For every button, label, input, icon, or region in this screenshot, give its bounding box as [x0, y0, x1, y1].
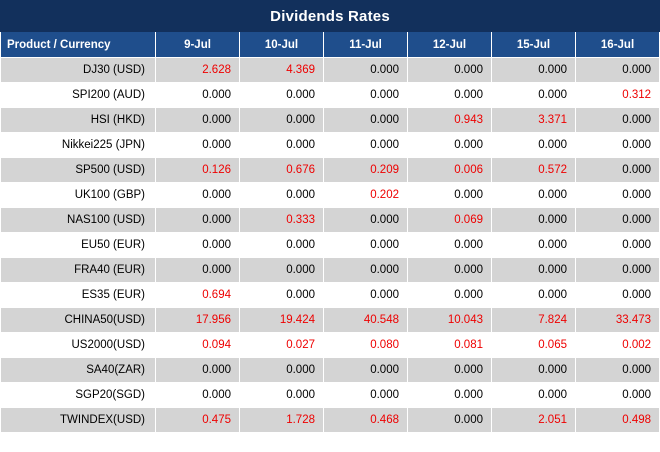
rate-cell: 0.498 — [576, 408, 660, 433]
column-header-date-5: 15-Jul — [492, 32, 576, 58]
product-label: CHINA50(USD) — [1, 308, 156, 333]
table-body — [1, 58, 660, 433]
rate-cell: 0.000 — [240, 233, 324, 258]
rate-cell: 3.371 — [492, 108, 576, 133]
product-label: ES35 (EUR) — [1, 283, 156, 308]
rate-cell: 0.000 — [408, 408, 492, 433]
column-header-date-6: 16-Jul — [576, 32, 660, 58]
rate-cell: 4.369 — [240, 58, 324, 83]
product-label: SA40(ZAR) — [1, 358, 156, 383]
table-row — [1, 408, 660, 433]
rate-cell: 0.000 — [576, 133, 660, 158]
table-row — [1, 133, 660, 158]
rate-cell: 0.000 — [156, 208, 240, 233]
table-header-row — [1, 32, 660, 58]
product-label: DJ30 (USD) — [1, 58, 156, 83]
rate-cell: 7.824 — [492, 308, 576, 333]
rate-cell: 0.000 — [324, 258, 408, 283]
product-label: HSI (HKD) — [1, 108, 156, 133]
rate-cell: 0.000 — [156, 133, 240, 158]
rate-cell: 0.000 — [240, 383, 324, 408]
product-label: US2000(USD) — [1, 333, 156, 358]
rate-cell: 0.000 — [492, 83, 576, 108]
product-label: EU50 (EUR) — [1, 233, 156, 258]
table-title-row — [1, 1, 660, 32]
rate-cell: 0.000 — [408, 83, 492, 108]
rate-cell: 0.000 — [492, 58, 576, 83]
table-row — [1, 108, 660, 133]
rate-cell: 0.006 — [408, 158, 492, 183]
rate-cell: 0.000 — [408, 383, 492, 408]
rate-cell: 0.065 — [492, 333, 576, 358]
rate-cell: 0.202 — [324, 183, 408, 208]
table-row — [1, 233, 660, 258]
rate-cell: 0.209 — [324, 158, 408, 183]
rate-cell: 0.000 — [576, 58, 660, 83]
rate-cell: 0.000 — [576, 233, 660, 258]
rate-cell: 0.312 — [576, 83, 660, 108]
table-row — [1, 358, 660, 383]
column-header-date-3: 11-Jul — [324, 32, 408, 58]
product-label: SGP20(SGD) — [1, 383, 156, 408]
rate-cell: 0.000 — [576, 183, 660, 208]
table-row — [1, 333, 660, 358]
rate-cell: 0.000 — [492, 208, 576, 233]
rate-cell: 0.069 — [408, 208, 492, 233]
rate-cell: 0.000 — [408, 258, 492, 283]
column-header-date-4: 12-Jul — [408, 32, 492, 58]
rate-cell: 0.000 — [492, 358, 576, 383]
rate-cell: 0.000 — [408, 58, 492, 83]
rate-cell: 0.000 — [324, 208, 408, 233]
product-label: FRA40 (EUR) — [1, 258, 156, 283]
rate-cell: 0.000 — [324, 133, 408, 158]
rate-cell: 0.000 — [408, 358, 492, 383]
rate-cell: 0.000 — [156, 383, 240, 408]
rate-cell: 0.000 — [576, 383, 660, 408]
rate-cell: 33.473 — [576, 308, 660, 333]
rate-cell: 1.728 — [240, 408, 324, 433]
rate-cell: 17.956 — [156, 308, 240, 333]
rate-cell: 0.000 — [240, 183, 324, 208]
rate-cell: 0.000 — [576, 283, 660, 308]
rate-cell: 0.000 — [324, 283, 408, 308]
rate-cell: 0.572 — [492, 158, 576, 183]
rate-cell: 0.000 — [240, 83, 324, 108]
rate-cell: 0.000 — [492, 133, 576, 158]
rate-cell: 0.000 — [240, 108, 324, 133]
rate-cell: 40.548 — [324, 308, 408, 333]
rate-cell: 0.000 — [324, 58, 408, 83]
rate-cell: 0.080 — [324, 333, 408, 358]
table-row — [1, 208, 660, 233]
rate-cell: 0.000 — [240, 258, 324, 283]
rate-cell: 0.000 — [324, 358, 408, 383]
table-row — [1, 58, 660, 83]
rate-cell: 0.000 — [240, 283, 324, 308]
rate-cell: 0.468 — [324, 408, 408, 433]
rate-cell: 0.126 — [156, 158, 240, 183]
rate-cell: 0.000 — [576, 358, 660, 383]
rate-cell: 0.000 — [576, 108, 660, 133]
rate-cell: 0.002 — [576, 333, 660, 358]
product-label: SP500 (USD) — [1, 158, 156, 183]
product-label: NAS100 (USD) — [1, 208, 156, 233]
table-row — [1, 308, 660, 333]
rate-cell: 0.000 — [156, 358, 240, 383]
rate-cell: 0.000 — [324, 233, 408, 258]
column-header-date-2: 10-Jul — [240, 32, 324, 58]
rate-cell: 0.094 — [156, 333, 240, 358]
rate-cell: 0.000 — [576, 208, 660, 233]
rate-cell: 0.000 — [408, 233, 492, 258]
product-label: TWINDEX(USD) — [1, 408, 156, 433]
rate-cell: 2.051 — [492, 408, 576, 433]
rate-cell: 0.000 — [492, 183, 576, 208]
table-row — [1, 183, 660, 208]
table-row — [1, 383, 660, 408]
rate-cell: 0.000 — [408, 183, 492, 208]
rate-cell: 0.000 — [156, 233, 240, 258]
rate-cell: 0.000 — [156, 183, 240, 208]
rate-cell: 0.694 — [156, 283, 240, 308]
column-header-product: Product / Currency — [1, 32, 156, 58]
rate-cell: 0.000 — [492, 258, 576, 283]
rate-cell: 0.081 — [408, 333, 492, 358]
page-title: Dividends Rates — [1, 1, 660, 32]
rate-cell: 0.000 — [240, 133, 324, 158]
rate-cell: 0.000 — [156, 258, 240, 283]
rate-cell: 2.628 — [156, 58, 240, 83]
column-header-date-1: 9-Jul — [156, 32, 240, 58]
rate-cell: 0.000 — [324, 83, 408, 108]
rate-cell: 0.000 — [408, 283, 492, 308]
rate-cell: 0.000 — [576, 258, 660, 283]
rate-cell: 0.000 — [156, 108, 240, 133]
rate-cell: 0.000 — [576, 158, 660, 183]
rate-cell: 0.943 — [408, 108, 492, 133]
table-row — [1, 283, 660, 308]
rate-cell: 0.000 — [492, 383, 576, 408]
table-row — [1, 83, 660, 108]
rate-cell: 10.043 — [408, 308, 492, 333]
rate-cell: 0.333 — [240, 208, 324, 233]
rate-cell: 0.475 — [156, 408, 240, 433]
rate-cell: 0.000 — [324, 108, 408, 133]
rate-cell: 0.000 — [492, 283, 576, 308]
rate-cell: 0.027 — [240, 333, 324, 358]
rate-cell: 0.000 — [324, 383, 408, 408]
product-label: UK100 (GBP) — [1, 183, 156, 208]
rate-cell: 0.676 — [240, 158, 324, 183]
table-row — [1, 158, 660, 183]
table-row — [1, 258, 660, 283]
rate-cell: 0.000 — [240, 358, 324, 383]
rate-cell: 0.000 — [408, 133, 492, 158]
rate-cell: 19.424 — [240, 308, 324, 333]
rate-cell: 0.000 — [492, 233, 576, 258]
product-label: SPI200 (AUD) — [1, 83, 156, 108]
product-label: Nikkei225 (JPN) — [1, 133, 156, 158]
rate-cell: 0.000 — [156, 83, 240, 108]
